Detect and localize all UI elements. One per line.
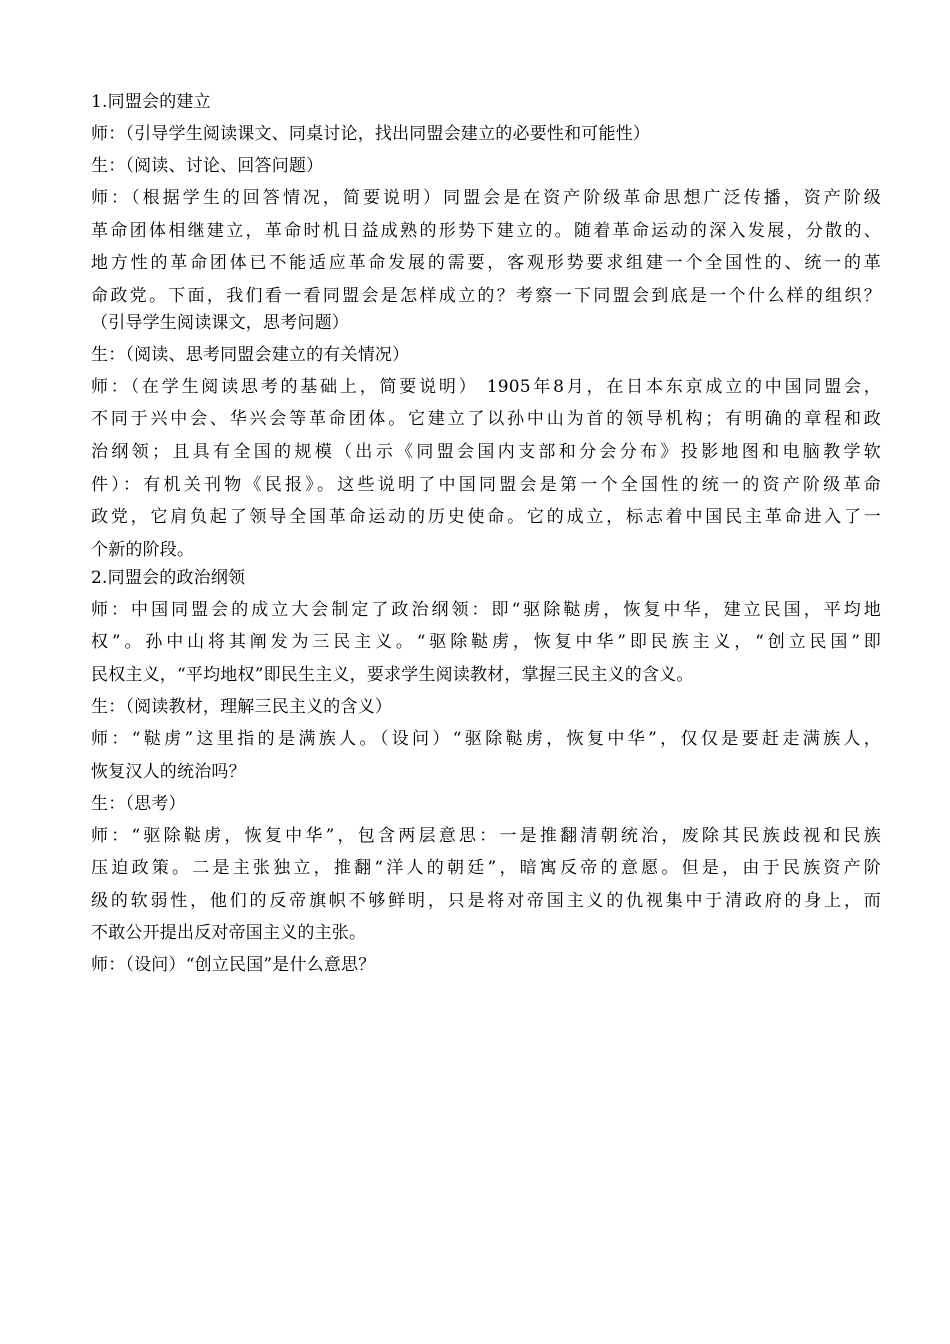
teacher-paragraph-3 [91, 377, 881, 560]
document-page [91, 92, 881, 987]
paragraph-line: 师：“鞑虏”这里指的是满族人。（设问）“驱除鞑虏，恢复中华”，仅仅是要赶走满族人， [91, 728, 881, 749]
paragraph-line: 权”。孙中山将其阐发为三民主义。“驱除鞑虏，恢复中华”即民族主义，“创立民国”即 [91, 632, 881, 653]
section-heading-1: 1.同盟会的建立 [91, 92, 211, 112]
teacher-paragraph-6 [91, 826, 881, 944]
paragraph-line: 恢复汉人的统治吗？ [91, 761, 246, 782]
paragraph-line: 治纲领；且具有全国的规模（出示《同盟会国内支部和分会分布》投影地图和电脑教学软 [91, 441, 881, 462]
teacher-paragraph-5 [91, 729, 881, 782]
paragraph-line: 民权主义，“平均地权”即民生主义，要求学生阅读教材，掌握三民主义的含义。 [91, 664, 694, 685]
student-line-4: 生：（思考） [91, 793, 186, 814]
paragraph-line: 件）：有机关刊物《民报》。这些说明了中国同盟会是第一个全国性的统一的资产阶级革命 [91, 474, 881, 495]
teacher-paragraph-2 [91, 188, 881, 333]
paragraph-line: （引导学生阅读课文，思考问题） [91, 312, 349, 333]
teacher-paragraph-4 [91, 600, 881, 685]
paragraph-line: 压迫政策。二是主张独立，推翻“洋人的朝廷”，暗寓反帝的意愿。但是，由于民族资产阶 [91, 858, 881, 879]
paragraph-line: 命政党。下面，我们看一看同盟会是怎样成立的？考察一下同盟会到底是一个什么样的组织？ [91, 285, 881, 306]
teacher-line-1: 师：（引导学生阅读课文、同桌讨论，找出同盟会建立的必要性和可能性） [91, 124, 651, 144]
section-heading-2: 2.同盟会的政治纲领 [91, 567, 246, 588]
paragraph-line: 不同于兴中会、华兴会等革命团体。它建立了以孙中山为首的领导机构；有明确的章程和政 [91, 409, 881, 430]
paragraph-line: 师：中国同盟会的成立大会制定了政治纲领：即“驱除鞑虏，恢复中华，建立民国，平均地 [91, 599, 881, 620]
paragraph-line: 师：（根据学生的回答情况，简要说明）同盟会是在资产阶级革命思想广泛传播，资产阶级 [91, 188, 881, 208]
paragraph-line: 师：（在学生阅读思考的基础上，简要说明） 1905年8月，在日本东京成立的中国同盟会， [91, 376, 881, 397]
teacher-line-last: 师：（设问）“创立民国”是什么意思？ [91, 955, 376, 976]
paragraph-line: 地方性的革命团体已不能适应革命发展的需要，客观形势要求组建一个全国性的、统一的革 [91, 253, 881, 274]
paragraph-line: 师：“驱除鞑虏，恢复中华”，包含两层意思：一是推翻清朝统治，废除其民族歧视和民族 [91, 825, 881, 846]
student-line-3: 生：（阅读教材，理解三民主义的含义） [91, 696, 393, 717]
paragraph-line: 政党，它肩负起了领导全国革命运动的历史使命。它的成立，标志着中国民主革命进入了一 [91, 507, 881, 528]
paragraph-line: 级的软弱性，他们的反帝旗帜不够鲜明，只是将对帝国主义的仇视集中于清政府的身上，而 [91, 890, 881, 911]
paragraph-line: 不敢公开提出反对帝国主义的主张。 [91, 923, 367, 944]
student-line-1: 生：（阅读、讨论、回答问题） [91, 156, 324, 176]
student-line-2: 生：（阅读、思考同盟会建立的有关情况） [91, 344, 410, 365]
paragraph-line: 革命团体相继建立，革命时机日益成熟的形势下建立的。随着革命运动的深入发展，分散的、 [91, 220, 881, 241]
paragraph-line: 个新的阶段。 [91, 539, 195, 560]
